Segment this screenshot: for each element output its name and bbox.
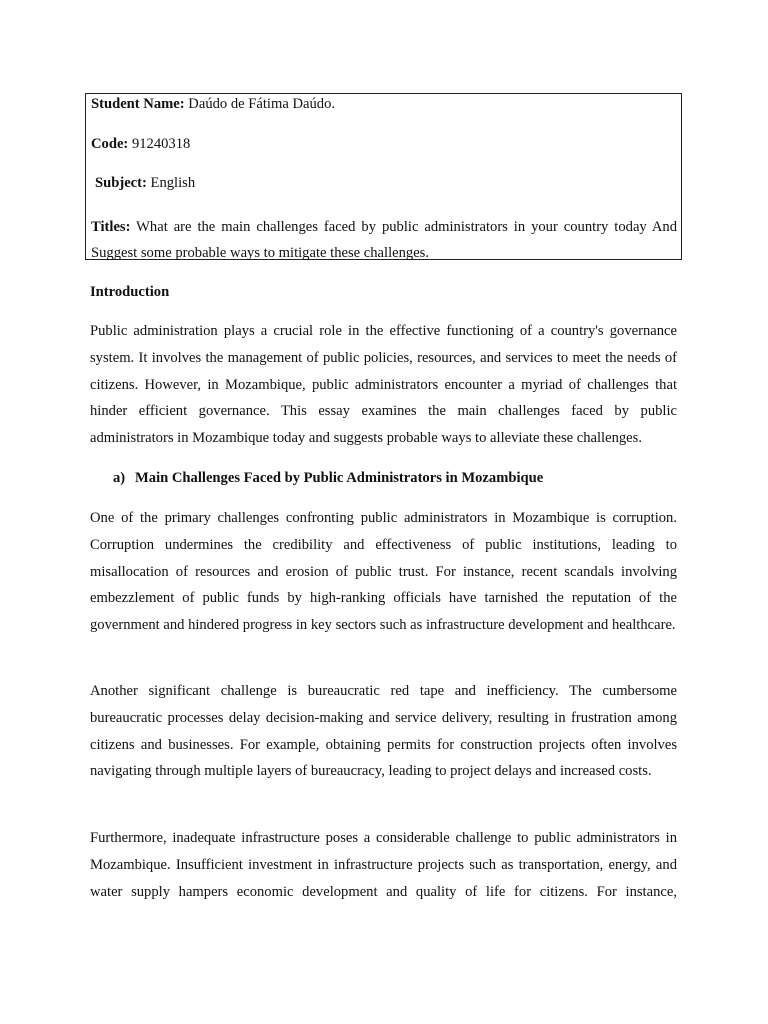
student-name-label: Student Name: <box>91 96 185 112</box>
student-name-value: Daúdo de Fátima Daúdo. <box>184 96 336 112</box>
corruption-paragraph: One of the primary challenges confronting public administrators in Mozambique is corruption. Corruption undermines the credibility and effectiveness of public institutions, leading to misallocation of resources and erosion of public trust. For instance, recent scandals involving embezzlement of public funds by high-ranking officials have tarnished the reputation of the government and hindered progress in key sectors such as infrastructure development and healthcare. <box>90 510 677 634</box>
titles-line <box>91 214 677 266</box>
subject-value: English <box>146 175 196 191</box>
code-label: Code: <box>91 136 129 152</box>
code-line <box>91 136 190 153</box>
section-a-marker: a) <box>113 470 126 486</box>
student-info-box <box>85 93 682 260</box>
section-a-title: Main Challenges Faced by Public Administrators in Mozambique <box>135 470 544 486</box>
introduction-paragraph: Public administration plays a crucial role in the effective functioning of a country's governance system. It involves the management of public policies, resources, and services to meet the needs of citizens. However, in Mozambique, public administrators encounter a myriad of challenges that hinder efficient governance. This essay examines the main challenges faced by public administrators in Mozambique today and suggests probable ways to alleviate these challenges. <box>90 323 677 447</box>
subject-label: Subject: <box>95 175 147 191</box>
bureaucracy-paragraph: Another significant challenge is bureaucratic red tape and inefficiency. The cumbersome bureaucratic processes delay decision-making and service delivery, resulting in frustration among citizens and businesses. For example, obtaining permits for construction projects often involves navigating through multiple layers of bureaucracy, leading to project delays and increased costs. <box>90 683 677 780</box>
infrastructure-paragraph: Furthermore, inadequate infrastructure poses a considerable challenge to public administrators in Mozambique. Insufficient investment in infrastructure projects such as transportation, energy, and water supply hampers economic development and quality of life for citizens. For instance, <box>90 830 677 900</box>
code-value: 91240318 <box>128 136 191 152</box>
introduction-heading: Introduction <box>90 284 170 300</box>
section-a-heading <box>113 470 543 487</box>
titles-value: What are the main challenges faced by public administrators in your country today And Suggest some probable ways to mitigate these challenges. <box>91 219 677 261</box>
student-name-line <box>91 96 335 113</box>
subject-line <box>95 175 195 192</box>
titles-label: Titles: <box>91 219 131 235</box>
